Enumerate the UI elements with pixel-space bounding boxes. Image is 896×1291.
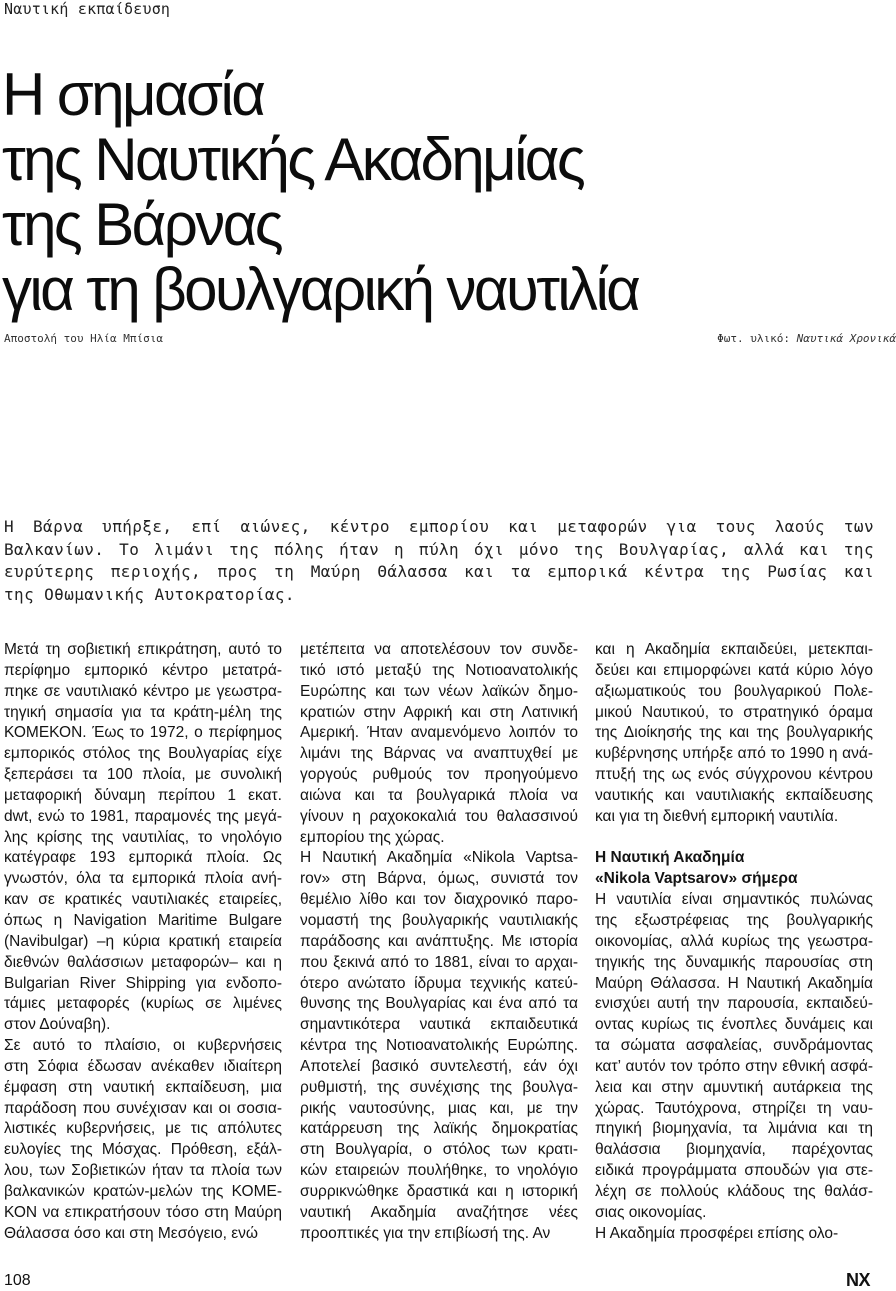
text-line: τικό ιστό μεταξύ της Νοτιοανατολικής bbox=[300, 661, 578, 679]
text-line: της εξωστρέφειας της βουλγαρικής bbox=[595, 911, 873, 929]
lead-line: Βαλκανίων. Το λιμάνι της πόλης ήταν η πύλη όχι μόνο της Βουλγαρίας, αλλά και της bbox=[4, 539, 874, 559]
text-line: σιας οικονομίας. bbox=[595, 1203, 707, 1221]
text-line: θεμέλιο λίθο και τον διαχρονικό παρο- bbox=[300, 891, 578, 909]
text-line: rov» στη Βάρνα, όμως, συνιστά τον bbox=[300, 870, 578, 888]
byline: Αποστολή του Ηλία Μπίσια bbox=[4, 332, 163, 345]
text-line: δεύει και επιμορφώνει κατά κύριο λόγο bbox=[595, 661, 873, 679]
text-line: στη Σόφια έδωσαν ανέκαθεν ιδιαίτερη bbox=[4, 1057, 282, 1075]
text-line: λου, των Σοβιετικών ήταν τα πλοία των bbox=[4, 1162, 282, 1180]
text-line: γνωστόν, όλα τα εμπορικά πλοία ανή- bbox=[4, 870, 282, 888]
text-line: ρικής ναυτοσύνης, μιας και, με την bbox=[300, 1099, 578, 1117]
text-line: στη Βουλγαρία, ο στόλος των κρατι- bbox=[300, 1141, 578, 1159]
text-line: προοπτικές για την επιβίωσή της. Αν bbox=[300, 1224, 551, 1242]
title-line: Η σημασία bbox=[2, 61, 264, 128]
text-line: που ξεκινά από το 1881, είναι το αρχαι- bbox=[300, 953, 578, 971]
text-line: πτυξή της ως ενός σύγχρονου κέντρου bbox=[595, 766, 873, 784]
text-line: έμφαση στη ναυτική εκπαίδευση, μια bbox=[4, 1078, 282, 1096]
text-line: (Navibulgar) –η κύρια κρατική εταιρεία bbox=[4, 932, 282, 950]
photo-credit-label: Φωτ. υλικό: bbox=[717, 332, 791, 345]
page-title bbox=[2, 62, 894, 322]
text-line: μικού Ναυτικού, το στρατηγικό όραμα bbox=[595, 703, 873, 721]
body-column-1 bbox=[4, 640, 282, 1244]
text-line: Αποτελεί βασικό συντελεστή, εάν όχι bbox=[300, 1057, 578, 1075]
body-column-3 bbox=[595, 640, 873, 1244]
magazine-logo: NX bbox=[845, 1270, 870, 1290]
text-line: τηγική σημασία για τα κράτη-μέλη της bbox=[4, 703, 282, 721]
text-line: λης κρίσης της ναυτιλίας, το νηολόγιο bbox=[4, 828, 282, 846]
text-line: ναυτική Ακαδημία αναζήτησε νέες bbox=[300, 1203, 578, 1221]
text-line: πηγική βιομηχανία, τα λιμάνια και τη bbox=[595, 1120, 873, 1138]
text-line: όπως η Navigation Maritime Bulgare bbox=[4, 911, 282, 929]
text-line: ΚΟΜΕΚΟΝ. Έως το 1972, ο περίφημος bbox=[4, 724, 282, 742]
text-line: Θάλασσα όσο και στη Μεσόγειο, ενώ bbox=[4, 1224, 259, 1242]
text-line: κατ’ αυτόν τον τρόπο στην εθνική ασφά- bbox=[595, 1057, 873, 1075]
text-line: και για τη διεθνή εμπορική ναυτιλία. bbox=[595, 807, 839, 825]
text-line: τα σώματα ασφαλείας, συνδράμοντας bbox=[595, 1037, 873, 1055]
text-line: διεθνών θαλάσσιων μεταφορών– και η bbox=[4, 953, 282, 971]
text-line: dwt, ενώ το 1981, παραμονές της μεγά- bbox=[4, 807, 282, 825]
text-line: περίφημο εμπορικό κέντρο μετατρά- bbox=[4, 661, 282, 679]
text-line: καν σε κρατικές ναυτιλιακές εταιρείες, bbox=[4, 891, 282, 909]
text-line: Μετά τη σοβιετική επικράτηση, αυτό το bbox=[4, 641, 282, 658]
text-line: στον Δούναβη). bbox=[4, 1016, 111, 1034]
text-line: ρυθμιστή, της συνέχισης της βουλγα- bbox=[300, 1078, 578, 1096]
title-line: της Ναυτικής Ακαδημίας bbox=[2, 126, 584, 193]
text-line: παράδοση που συνέχισαν και οι σοσια- bbox=[4, 1099, 282, 1117]
text-line: ξεπεράσει τα 100 πλοία, με συνολική bbox=[4, 766, 282, 784]
text-line: Ευρώπης και των νέων λαϊκών δημο- bbox=[300, 682, 578, 700]
text-line: μεταφορική δύναμη περίπου 1 εκατ. bbox=[4, 786, 282, 804]
text-line: Αμερική. Ήταν αναμενόμενο λοιπόν το bbox=[300, 724, 578, 742]
text-line: αξιωματικούς του βουλγαρικού Πολε- bbox=[595, 682, 873, 700]
text-line: μετέπειτα να αποτελέσουν τον συνδε- bbox=[300, 641, 578, 658]
text-line: σημαντικότερα ναυτικά εκπαιδευτικά bbox=[300, 1016, 578, 1034]
text-line: και η Ακαδημία εκπαιδεύει, μετεκπαι- bbox=[595, 641, 873, 658]
page-number: 108 bbox=[4, 1272, 31, 1289]
text-line: κρατιών στην Αφρική και στη Λατινική bbox=[300, 703, 578, 721]
text-line: λεια και στην αμυντική αυτάρκεια της bbox=[595, 1078, 873, 1096]
lead-line: της Οθωμανικής Αυτοκρατορίας. bbox=[4, 584, 295, 604]
text-line: τηγικής της δυναμικής παρουσίας στη bbox=[595, 953, 873, 971]
text-line: της Διοίκησής της και της βουλγαρικής bbox=[595, 724, 873, 742]
text-line: Bulgarian River Shipping για ενδοπο- bbox=[4, 974, 282, 992]
text-line: συρρικνώθηκε δραστικά και η ιστορική bbox=[300, 1182, 578, 1200]
body-column-2 bbox=[300, 640, 578, 1244]
text-line: ΚΟΝ να επικρατήσουν τόσο στη Μαύρη bbox=[4, 1203, 282, 1221]
text-line: Η ναυτιλία είναι σημαντικός πυλώνας bbox=[595, 891, 873, 909]
text-line: κυβέρνησης υπήρξε από το 1990 η ανά- bbox=[595, 745, 873, 763]
text-line: παράδοσης και ανάπτυξης. Με ιστορία bbox=[300, 932, 578, 950]
lead-paragraph bbox=[4, 516, 874, 606]
text-line: οικονομίας, αλλά κυρίως της γεωστρα- bbox=[595, 932, 873, 950]
title-line: για τη βουλγαρική ναυτιλία bbox=[2, 256, 639, 323]
text-line: Μαύρη Θάλασσα. Η Ναυτική Ακαδημία bbox=[595, 974, 873, 992]
text-line: Η Ναυτική Ακαδημία «Nikola Vaptsa- bbox=[300, 849, 578, 867]
text-line: χώρας. Ταυτόχρονα, στηρίζει τη ναυ- bbox=[595, 1099, 873, 1117]
text-line: κατέγραφε 193 εμπορικά πλοία. Ως bbox=[4, 849, 282, 867]
lead-line: ευρύτερης περιοχής, προς τη Μαύρη Θάλασσα και τα εμπορικά κέντρα της Ρωσίας και bbox=[4, 562, 874, 581]
text-line: Σε αυτό το πλαίσιο, οι κυβερνήσεις bbox=[4, 1037, 282, 1055]
text-line: ότερο ανώτατο ίδρυμα τεχνικής κατεύ- bbox=[300, 974, 578, 992]
text-line: εμπορίου της χώρας. bbox=[300, 828, 445, 846]
text-line: κατάρρευση της λαϊκής δημοκρατίας bbox=[300, 1120, 578, 1138]
subheading-line: Η Ναυτική Ακαδημία bbox=[595, 849, 745, 867]
text-line: ευλογίες της Μόσχας. Πρόθεση, εξάλ- bbox=[4, 1141, 282, 1159]
text-line: ειδικά προγράμματα σπουδών για στε- bbox=[595, 1162, 873, 1180]
text-line: Η Ακαδημία προσφέρει επίσης ολο- bbox=[595, 1224, 839, 1242]
text-line: κέντρα της Νοτιοανατολικής Ευρώπης. bbox=[300, 1037, 578, 1055]
text-line: πηκε σε ναυτιλιακό κέντρο με γεωστρα- bbox=[4, 682, 282, 700]
text-line: βαλκανικών κρατών-μελών της ΚΟΜΕ- bbox=[4, 1182, 282, 1200]
text-line: κών εταιρειών πουλήθηκε, το νηολόγιο bbox=[300, 1162, 578, 1180]
text-line: λέχη σε πολλούς κλάδους της θαλάσ- bbox=[595, 1182, 873, 1200]
text-line: ενισχύει αυτή την παρουσία, εκπαιδεύ- bbox=[595, 995, 873, 1013]
text-line: τάμιες μεταφορές (κυρίως σε λιμένες bbox=[4, 995, 282, 1013]
text-line: λιμάνι της Βάρνας να αναπτυχθεί με bbox=[300, 745, 578, 763]
section-tag: Ναυτική εκπαίδευση bbox=[4, 0, 171, 18]
photo-credit-source: Ναυτικά Χρονικά bbox=[796, 332, 896, 345]
text-line: θυνσης της Βουλγαρίας και ένα από τα bbox=[300, 995, 578, 1013]
subheading-line: «Nikola Vaptsarov» σήμερα bbox=[595, 870, 798, 888]
text-line: γοργούς ρυθμούς τον προηγούμενο bbox=[300, 766, 578, 784]
lead-line: Η Βάρνα υπήρξε, επί αιώνες, κέντρο εμπορίου και μεταφορών για τους λαούς των bbox=[4, 517, 874, 536]
text-line: αιώνα και τα βουλγαρικά πλοία να bbox=[300, 786, 578, 804]
text-line: εμπορικός στόλος της Βουλγαρίας είχε bbox=[4, 745, 282, 763]
text-line: λιστικές κυβερνήσεις, με τις απόλυτες bbox=[4, 1120, 282, 1138]
text-line: ναυτικής και ναυτιλιακής εκπαίδευσης bbox=[595, 786, 873, 804]
text-line: οντας κυρίως τις ένοπλες δυνάμεις και bbox=[595, 1016, 873, 1034]
text-line bbox=[595, 828, 873, 849]
text-line: νομαστή της βουλγαρικής ναυτιλιακής bbox=[300, 911, 578, 929]
photo-credit bbox=[717, 332, 896, 345]
text-line: γίνουν η ραχοκοκαλιά του θαλασσινού bbox=[300, 807, 578, 825]
title-line: της Βάρνας bbox=[2, 191, 282, 258]
text-line: θαλάσσια βιομηχανία, παρέχοντας bbox=[595, 1141, 873, 1159]
